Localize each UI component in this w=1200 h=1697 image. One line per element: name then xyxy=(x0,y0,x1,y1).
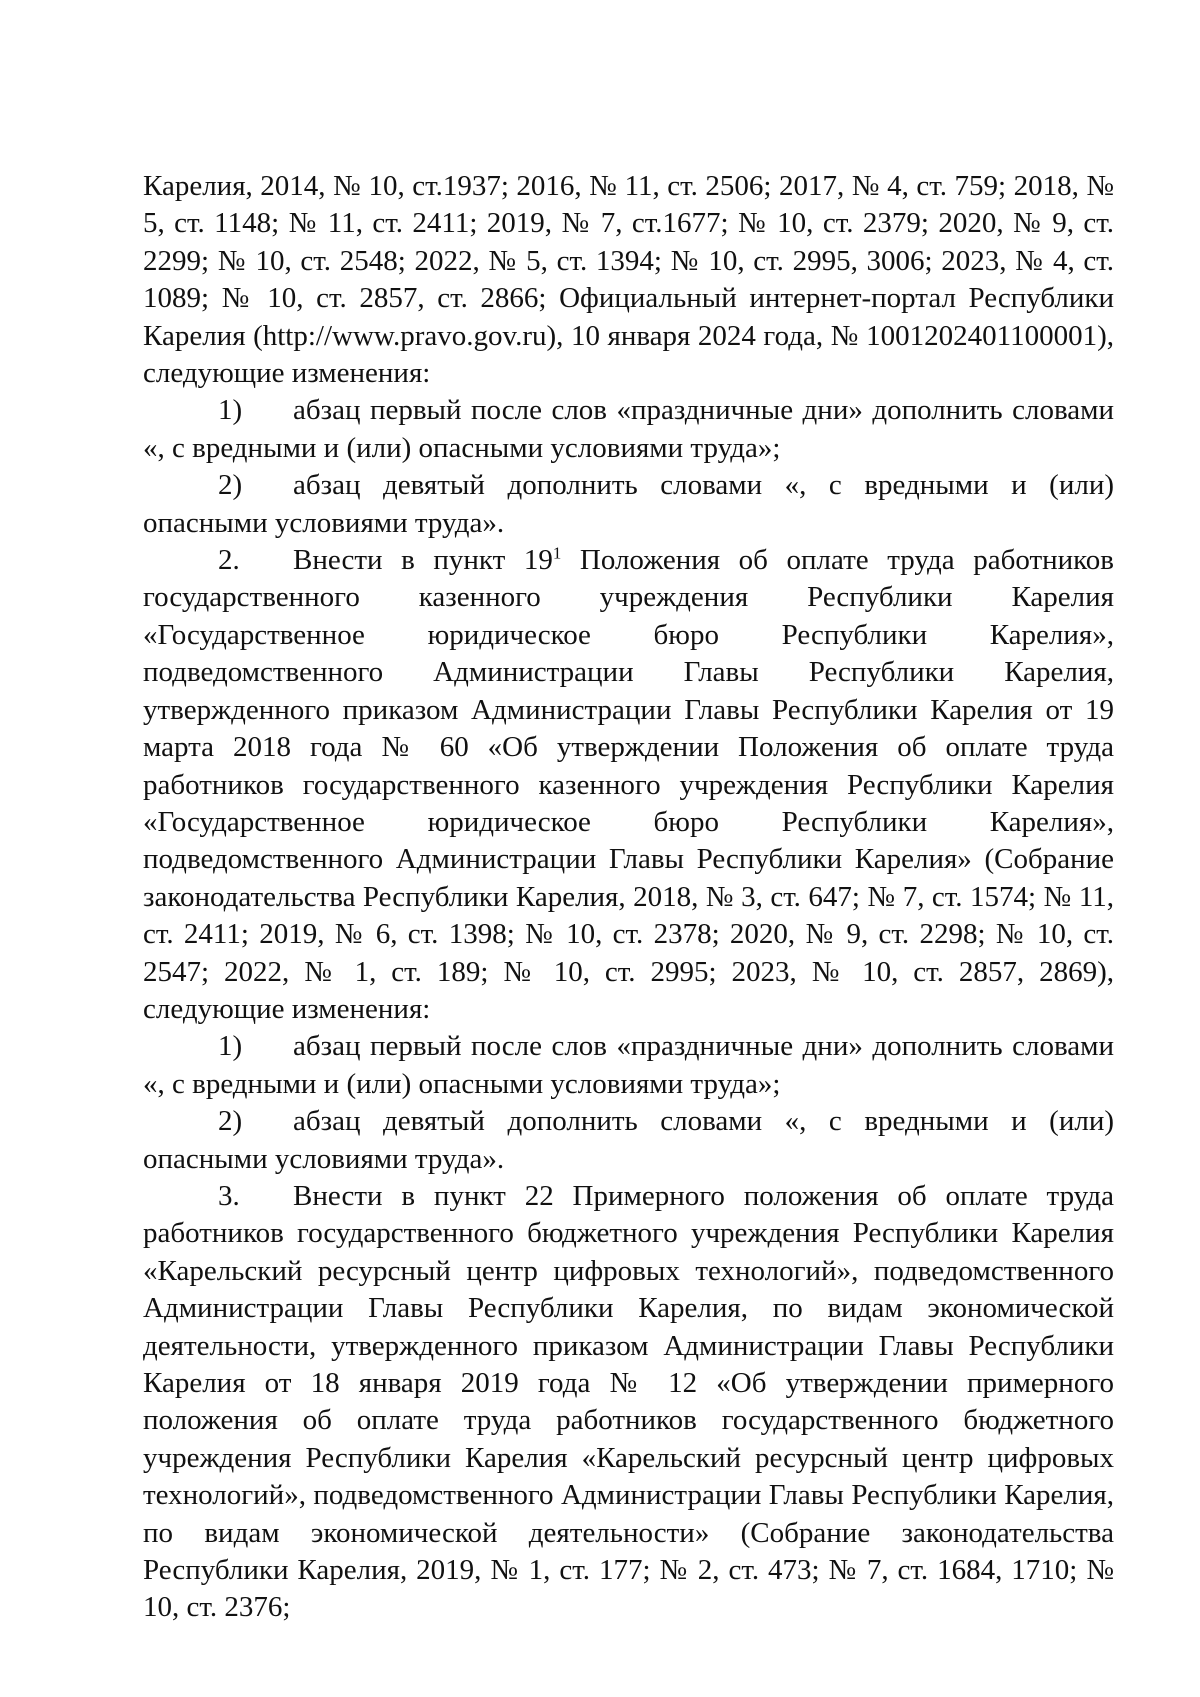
section3-number: 3. xyxy=(218,1179,240,1212)
section2-item2 xyxy=(143,1103,1114,1178)
section3-text: Внести в пункт 22 Примерного положения об оплате труда работников государственного бюджетного учреждения Республики Карелия «Карельский ресурсный центр цифровых технологий», подведомственного Администрации Главы Республики Карелия, по видам экономической деятельности, утвержденного приказом Администрации Главы Республики Карелия от 18 января 2019 года № 12 «Об утверждении примерного положения об оплате труда работников государственного бюджетного учреждения Республики Карелия «Карельский ресурсный центр цифровых технологий», подведомственного Администрации Главы Республики Карелия, по видам экономической деятельности» (Собрание законодательства Республики Карелия, 2019, № 1, ст. 177; № 2, ст. 473; № 7, ст. 1684, 1710; № 10, ст. 2376; xyxy=(143,1179,1114,1624)
intro-paragraph: Карелия, 2014, № 10, ст.1937; 2016, № 11, ст. 2506; 2017, № 4, ст. 759; 2018, № 5, ст. 1148; № 11, ст. 2411; 2019, № 7, ст.1677; № 10, ст. 2379; 2020, № 9, ст. 2299; № 10, ст. 2548; 2022, № 5, ст. 1394; № 10, ст. 2995, 3006; 2023, № 4, ст. 1089; № 10, ст. 2857, ст. 2866; Официальный интернет-портал Республики Карелия (http://www.pravo.gov.ru), 10 января 2024 года, № 1001202401100001), следующие изменения: xyxy=(143,170,1114,390)
section1-item2-text: абзац девятый дополнить словами «, с вредными и (или) опасными условиями труда». xyxy=(143,469,1114,539)
section2-text-start: Внести в пункт 19 xyxy=(293,544,553,577)
section2-item2-number: 2) xyxy=(218,1105,243,1138)
section2-item2-text: абзац девятый дополнить словами «, с вредными и (или) опасными условиями труда». xyxy=(143,1105,1114,1175)
section2-item1-text: абзац первый после слов «праздничные дни» дополнить словами «, с вредными и (или) опасными условиями труда»; xyxy=(143,1030,1114,1100)
section1-item2 xyxy=(143,467,1114,542)
section2-item1 xyxy=(143,1028,1114,1103)
document-body xyxy=(143,168,1114,1627)
section1-item1-text: абзац первый после слов «праздничные дни» дополнить словами «, с вредными и (или) опасными условиями труда»; xyxy=(143,394,1114,464)
section2-superscript: 1 xyxy=(552,543,562,563)
section2-paragraph xyxy=(143,542,1114,1028)
section2-number: 2. xyxy=(218,544,240,577)
section2-item1-number: 1) xyxy=(218,1030,243,1063)
section1-item1 xyxy=(143,392,1114,467)
section3-paragraph xyxy=(143,1178,1114,1627)
section2-text-rest: Положения об оплате труда работников государственного казенного учреждения Республики Карелия «Государственное юридическое бюро Республики Карелия», подведомственного Администрации Главы Республики Карелия, утвержденного приказом Администрации Главы Республики Карелия от 19 марта 2018 года № 60 «Об утверждении Положения об оплате труда работников государственного казенного учреждения Республики Карелия «Государственное юридическое бюро Республики Карелия», подведомственного Администрации Главы Республики Карелия» (Собрание законодательства Республики Карелия, 2018, № 3, ст. 647; № 7, ст. 1574; № 11, ст. 2411; 2019, № 6, ст. 1398; № 10, ст. 2378; 2020, № 9, ст. 2298; № 10, ст. 2547; 2022, № 1, ст. 189; № 10, ст. 2995; 2023, № 10, ст. 2857, 2869), следующие изменения: xyxy=(143,544,1114,1025)
section1-item1-number: 1) xyxy=(218,394,243,427)
section1-item2-number: 2) xyxy=(218,469,243,502)
